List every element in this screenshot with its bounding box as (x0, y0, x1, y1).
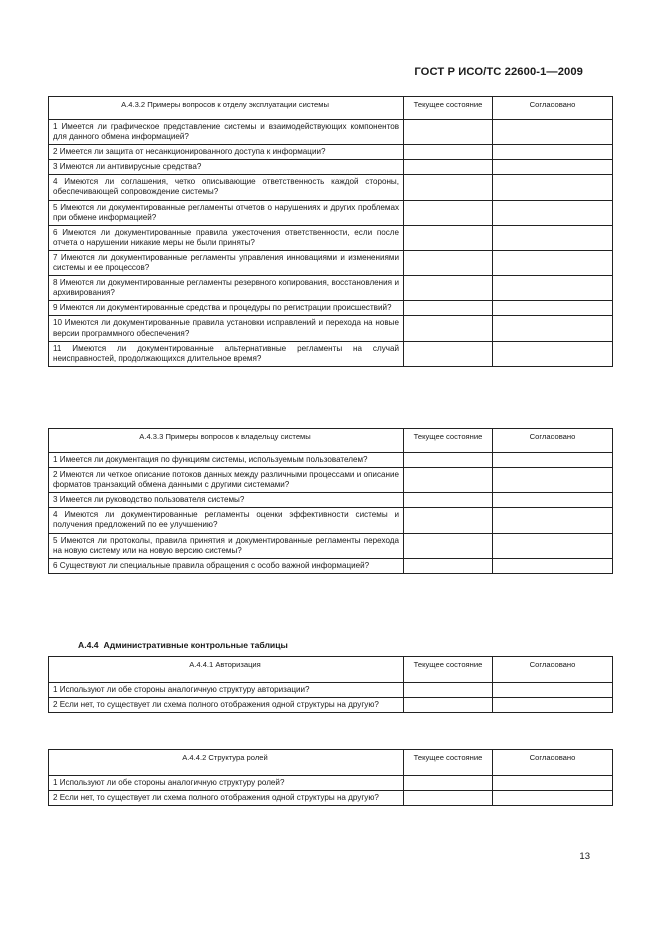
standard-header: ГОСТ Р ИСО/ТС 22600-1—2009 (414, 66, 583, 78)
questions-table-roles (48, 749, 613, 806)
questions-table-owner (48, 428, 613, 574)
current-status-cell[interactable] (404, 145, 493, 160)
table-row (49, 316, 613, 341)
table-header-row (49, 750, 613, 776)
table-header-row (49, 429, 613, 453)
table-row (49, 145, 613, 160)
agreed-cell[interactable] (493, 683, 613, 698)
current-status-cell[interactable] (404, 453, 493, 468)
question-text: 10 Имеются ли документированные правила установки исправлений и перехода на новые версии программного обеспечения? (49, 316, 404, 341)
column-agreed: Согласовано (493, 657, 613, 683)
question-text: 2 Имеется ли защита от несанкционированного доступа к информации? (49, 145, 404, 160)
current-status-cell[interactable] (404, 341, 493, 366)
table-row (49, 453, 613, 468)
agreed-cell[interactable] (493, 791, 613, 806)
column-agreed: Согласовано (493, 429, 613, 453)
column-agreed: Согласовано (493, 97, 613, 120)
agreed-cell[interactable] (493, 276, 613, 301)
column-current-status: Текущее состояние (404, 750, 493, 776)
agreed-cell[interactable] (493, 533, 613, 558)
current-status-cell[interactable] (404, 558, 493, 573)
current-status-cell[interactable] (404, 791, 493, 806)
current-status-cell[interactable] (404, 175, 493, 200)
agreed-cell[interactable] (493, 698, 613, 713)
question-text: 2 Если нет, то существует ли схема полного отображения одной структуры на другую? (49, 791, 404, 806)
table-row (49, 250, 613, 275)
table-row (49, 120, 613, 145)
current-status-cell[interactable] (404, 698, 493, 713)
question-text: 2 Если нет, то существует ли схема полного отображения одной структуры на другую? (49, 698, 404, 713)
question-text: 2 Имеются ли четкое описание потоков данных между различными процессами и описание форматов транзакций обмена данными с другими системами? (49, 468, 404, 493)
current-status-cell[interactable] (404, 776, 493, 791)
table-heading: А.4.4.2 Структура ролей (49, 750, 404, 776)
question-text: 3 Имеются ли антивирусные средства? (49, 160, 404, 175)
current-status-cell[interactable] (404, 493, 493, 508)
current-status-cell[interactable] (404, 533, 493, 558)
question-text: 1 Имеется ли графическое представление системы и взаимодействующих компонентов для данного обмена информацией? (49, 120, 404, 145)
column-current-status: Текущее состояние (404, 657, 493, 683)
table-heading: А.4.3.2 Примеры вопросов к отделу эксплуатации системы (49, 97, 404, 120)
question-text: 7 Имеются ли документированные регламенты управления инновациями и изменениями системы и ее процессов? (49, 250, 404, 275)
agreed-cell[interactable] (493, 316, 613, 341)
table-row (49, 160, 613, 175)
table-row (49, 276, 613, 301)
agreed-cell[interactable] (493, 558, 613, 573)
agreed-cell[interactable] (493, 225, 613, 250)
question-text: 3 Имеется ли руководство пользователя системы? (49, 493, 404, 508)
table-row (49, 341, 613, 366)
question-text: 1 Используют ли обе стороны аналогичную структуру авторизации? (49, 683, 404, 698)
current-status-cell[interactable] (404, 120, 493, 145)
current-status-cell[interactable] (404, 225, 493, 250)
column-current-status: Текущее состояние (404, 97, 493, 120)
table-row (49, 508, 613, 533)
questions-table-authorization (48, 656, 613, 713)
table-row (49, 468, 613, 493)
question-text: 6 Имеются ли документированные правила ужесточения ответственности, если после отчета о нарушении никакие меры не были приняты? (49, 225, 404, 250)
question-text: 11 Имеются ли документированные альтернативные регламенты на случай неисправностей, продолжающихся длительное время? (49, 341, 404, 366)
table-heading: А.4.3.3 Примеры вопросов к владельцу системы (49, 429, 404, 453)
column-agreed: Согласовано (493, 750, 613, 776)
section-title: Административные контрольные таблицы (103, 640, 288, 650)
question-text: 5 Имеются ли документированные регламенты отчетов о нарушениях и других проблемах при обмене информацией? (49, 200, 404, 225)
question-text: 4 Имеются ли соглашения, четко описывающие ответственность каждой стороны, обеспечивающей сопровождение системы? (49, 175, 404, 200)
current-status-cell[interactable] (404, 250, 493, 275)
table-row (49, 791, 613, 806)
question-text: 6 Существуют ли специальные правила обращения с особо важной информацией? (49, 558, 404, 573)
table-row (49, 175, 613, 200)
table-row (49, 533, 613, 558)
table-row (49, 301, 613, 316)
agreed-cell[interactable] (493, 250, 613, 275)
table-row (49, 698, 613, 713)
table-row (49, 225, 613, 250)
agreed-cell[interactable] (493, 145, 613, 160)
section-heading (78, 640, 288, 650)
agreed-cell[interactable] (493, 468, 613, 493)
agreed-cell[interactable] (493, 175, 613, 200)
table-row (49, 200, 613, 225)
section-number: А.4.4 (78, 640, 99, 650)
agreed-cell[interactable] (493, 160, 613, 175)
column-current-status: Текущее состояние (404, 429, 493, 453)
agreed-cell[interactable] (493, 341, 613, 366)
agreed-cell[interactable] (493, 493, 613, 508)
agreed-cell[interactable] (493, 120, 613, 145)
question-text: 9 Имеются ли документированные средства и процедуры по регистрации происшествий? (49, 301, 404, 316)
current-status-cell[interactable] (404, 276, 493, 301)
table-row (49, 558, 613, 573)
agreed-cell[interactable] (493, 301, 613, 316)
current-status-cell[interactable] (404, 508, 493, 533)
agreed-cell[interactable] (493, 453, 613, 468)
current-status-cell[interactable] (404, 683, 493, 698)
page-number: 13 (579, 851, 590, 862)
question-text: 5 Имеются ли протоколы, правила принятия и документированные регламенты перехода на новую систему или на новую версию системы? (49, 533, 404, 558)
current-status-cell[interactable] (404, 301, 493, 316)
agreed-cell[interactable] (493, 508, 613, 533)
questions-table-operations (48, 96, 613, 367)
current-status-cell[interactable] (404, 316, 493, 341)
question-text: 8 Имеются ли документированные регламенты резервного копирования, восстановления и архивирования? (49, 276, 404, 301)
table-row (49, 683, 613, 698)
table-header-row (49, 97, 613, 120)
table-row (49, 776, 613, 791)
current-status-cell[interactable] (404, 200, 493, 225)
agreed-cell[interactable] (493, 776, 613, 791)
agreed-cell[interactable] (493, 200, 613, 225)
current-status-cell[interactable] (404, 468, 493, 493)
question-text: 1 Имеется ли документация по функциям системы, используемым пользователем? (49, 453, 404, 468)
question-text: 1 Используют ли обе стороны аналогичную структуру ролей? (49, 776, 404, 791)
table-header-row (49, 657, 613, 683)
table-row (49, 493, 613, 508)
question-text: 4 Имеются ли документированные регламенты оценки эффективности системы и получения предложений по ее улучшению? (49, 508, 404, 533)
current-status-cell[interactable] (404, 160, 493, 175)
table-heading: А.4.4.1 Авторизация (49, 657, 404, 683)
